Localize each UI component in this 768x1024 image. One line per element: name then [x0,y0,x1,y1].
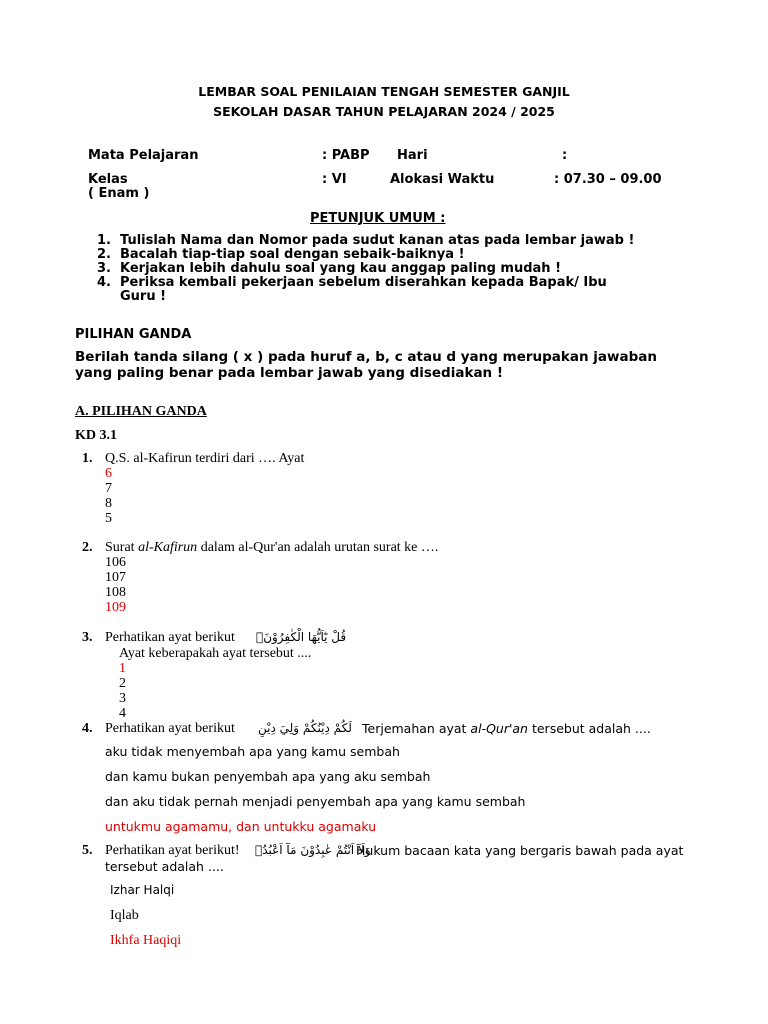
kelas-value: : VI [322,172,347,187]
alokasi-label: Alokasi Waktu [390,172,495,187]
doc-title-line2: SEKOLAH DASAR TAHUN PELAJARAN 2024 / 2025 [213,104,555,119]
pilihan-heading: PILIHAN GANDA [75,327,192,342]
q1-number: 1. [82,451,93,466]
q5-option-1: Izhar Halqi [110,883,175,897]
kelas-label: Kelas [88,172,128,187]
q2-text-italic: al-Kafirun [138,540,198,555]
q5-number: 5. [82,843,93,858]
q3-option-1: 1 [119,661,126,676]
q3-arabic: قُلْ يٰٓاَيُّهَا الْكٰفِرُوْنَۙ [256,630,347,644]
mapel-value: : PABP [322,148,370,163]
q5-text-a: Hukum bacaan kata yang bergaris bawah pada ayat [356,843,684,858]
q4-arabic: لَكُمْ دِيْنُكُمْ وَلِيَ دِيْنِ [258,721,352,735]
petunjuk-item-1: Tulislah Nama dan Nomor pada sudut kanan atas pada lembar jawab ! [120,233,635,248]
q1-option-1: 6 [105,466,112,481]
q5-option-3: Ikhfa Haqiqi [110,933,182,948]
q1-option-2: 7 [105,481,112,496]
q2-option-2: 107 [105,570,126,585]
q3-option-2: 2 [119,676,126,691]
q4-number: 4. [82,721,93,736]
q4-text-a: Terjemahan ayat [362,721,471,736]
petunjuk-num-2: 2. [97,247,111,262]
alokasi-value: : 07.30 – 09.00 [554,172,662,187]
q2-option-1: 106 [105,555,126,570]
petunjuk-item-4-cont: Guru ! [120,289,167,304]
petunjuk-item-4: Periksa kembali pekerjaan sebelum diserahkan kepada Bapak/ Ibu [120,275,607,290]
petunjuk-item-3: Kerjakan lebih dahulu soal yang kau anggap paling mudah ! [120,261,562,276]
q5-text: Perhatikan ayat berikut! [105,843,240,858]
q2-text [105,540,438,556]
q5-text-b: tersebut adalah .... [105,859,224,874]
q2-text-a: Surat [105,540,139,555]
hari-label: Hari [397,148,428,163]
petunjuk-num-1: 1. [97,233,111,248]
q2-option-3: 108 [105,585,126,600]
q4-text-c: tersebut adalah .... [527,721,651,736]
q4-option-2: dan kamu bukan penyembah apa yang aku sembah [105,769,431,784]
section-heading: A. PILIHAN GANDA [75,404,207,419]
q1-option-3: 8 [105,496,112,511]
q2-option-4: 109 [105,600,126,615]
q3-text: Perhatikan ayat berikut [105,630,235,645]
petunjuk-title: PETUNJUK UMUM : [310,211,446,226]
q2-text-c: dalam al-Qur'an adalah urutan surat ke …. [197,540,439,555]
hari-value: : [562,148,568,163]
q4-option-4: untukmu agamamu, dan untukku agamaku [105,819,377,834]
q4-text-italic: al-Qur'an [470,721,528,736]
q4-option-3: dan aku tidak pernah menjadi penyembah apa yang kamu sembah [105,794,526,809]
q3-number: 3. [82,630,93,645]
q4-text-tail [362,721,651,736]
mapel-label: Mata Pelajaran [88,148,199,163]
kd-label: KD 3.1 [75,428,117,443]
petunjuk-num-3: 3. [97,261,111,276]
q2-number: 2. [82,540,93,555]
q1-text: Q.S. al-Kafirun terdiri dari …. Ayat [105,451,305,466]
q3-option-4: 4 [119,706,126,721]
pilihan-instruction-2: yang paling benar pada lembar jawab yang disediakan ! [75,365,504,381]
kelas-extra: ( Enam ) [88,186,150,201]
q1-option-4: 5 [105,511,112,526]
q4-text: Perhatikan ayat berikut [105,721,235,736]
petunjuk-num-4: 4. [97,275,111,290]
doc-title-line1: LEMBAR SOAL PENILAIAN TENGAH SEMESTER GANJIL [198,84,570,99]
pilihan-instruction-1: Berilah tanda silang ( x ) pada huruf a, b, c atau d yang merupakan jawaban [75,349,657,365]
q5-arabic: وَلَآ اَنْتُمْ عٰبِدُوْنَ مَآ اَعْبُدُۚ [255,843,371,857]
petunjuk-item-2: Bacalah tiap-tiap soal dengan sebaik-baiknya ! [120,247,465,262]
q3-option-3: 3 [119,691,126,706]
q5-option-2: Iqlab [110,908,139,923]
q4-option-1: aku tidak menyembah apa yang kamu sembah [105,744,400,759]
q3-subtext: Ayat keberapakah ayat tersebut .... [119,646,312,661]
